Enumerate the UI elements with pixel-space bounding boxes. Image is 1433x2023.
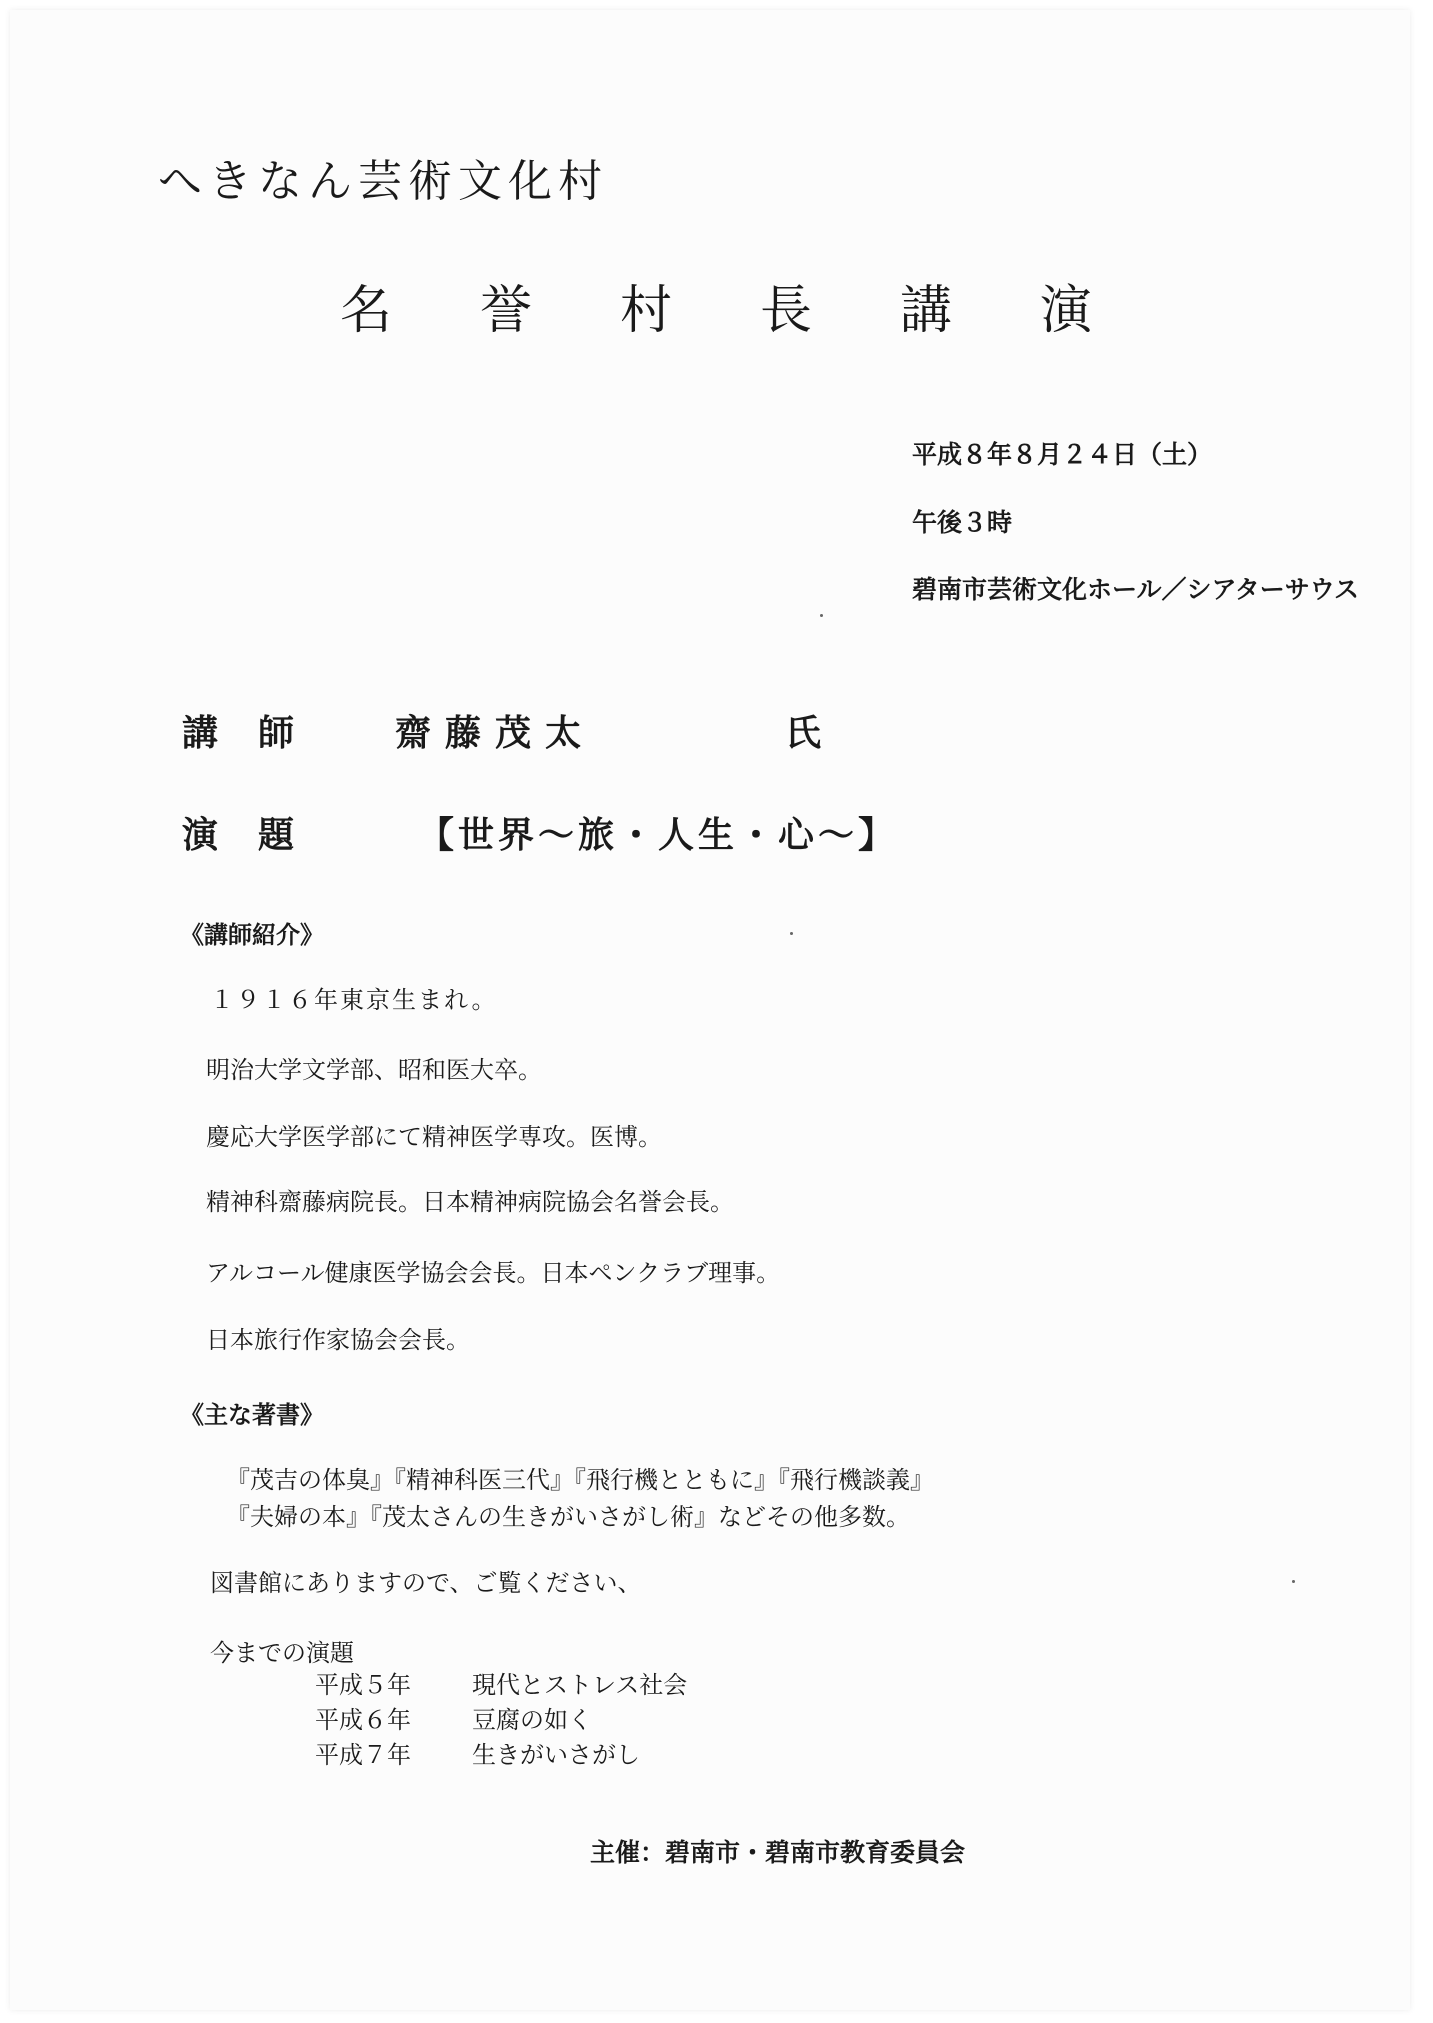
intro-heading: 《講師紹介》 — [180, 921, 324, 949]
intro-line: 日本旅行作家協会会長。 — [206, 1326, 470, 1354]
lecturer-label: 講師 — [182, 713, 335, 754]
scan-speck — [820, 614, 823, 617]
topic-value: 【世界～旅・人生・心～】 — [418, 815, 899, 856]
intro-line: アルコール健康医学協会会長。日本ペンクラブ理事。 — [206, 1259, 781, 1287]
intro-line: 精神科齋藤病院長。日本精神病院協会名誉会長。 — [206, 1188, 734, 1216]
past-topic-year: 平成５年 — [315, 1671, 411, 1699]
past-topic-title: 豆腐の如く — [472, 1706, 592, 1734]
books-line: 『茂吉の体臭』『精神科医三代』『飛行機とともに』『飛行機談義』 — [226, 1466, 934, 1494]
library-note: 図書館にありますので、ご覧ください、 — [210, 1569, 642, 1597]
intro-line: １９１６年東京生まれ。 — [210, 986, 498, 1014]
intro-line: 明治大学文学部、昭和医大卒。 — [206, 1056, 542, 1084]
scan-speck — [1292, 1580, 1295, 1583]
page-title: 名誉村長講演 — [340, 281, 1181, 341]
scan-speck — [790, 932, 793, 935]
past-topic-title: 生きがいさがし — [472, 1741, 640, 1769]
past-topic-title: 現代とストレス社会 — [472, 1671, 688, 1699]
lecturer-name: 齋藤茂太 — [395, 713, 596, 754]
event-venue: 碧南市芸術文化ホール／シアターサウス — [912, 575, 1360, 604]
organizer: 主催：碧南市・碧南市教育委員会 — [590, 1838, 966, 1867]
document-page — [10, 10, 1410, 2010]
past-topics-heading: 今までの演題 — [210, 1639, 354, 1667]
intro-line: 慶応大学医学部にて精神医学専攻。医博。 — [206, 1123, 662, 1151]
event-time: 午後３時 — [912, 508, 1013, 537]
lecturer-honorific: 氏 — [785, 713, 822, 754]
books-line: 『夫婦の本』『茂太さんの生きがいさがし術』などその他多数。 — [226, 1503, 910, 1531]
past-topic-year: 平成７年 — [315, 1741, 411, 1769]
event-date: 平成８年８月２４日（土） — [912, 440, 1213, 469]
topic-label: 演題 — [182, 815, 335, 856]
village-name: へきなん芸術文化村 — [158, 156, 608, 207]
books-heading: 《主な著書》 — [180, 1401, 324, 1429]
past-topic-year: 平成６年 — [315, 1706, 411, 1734]
